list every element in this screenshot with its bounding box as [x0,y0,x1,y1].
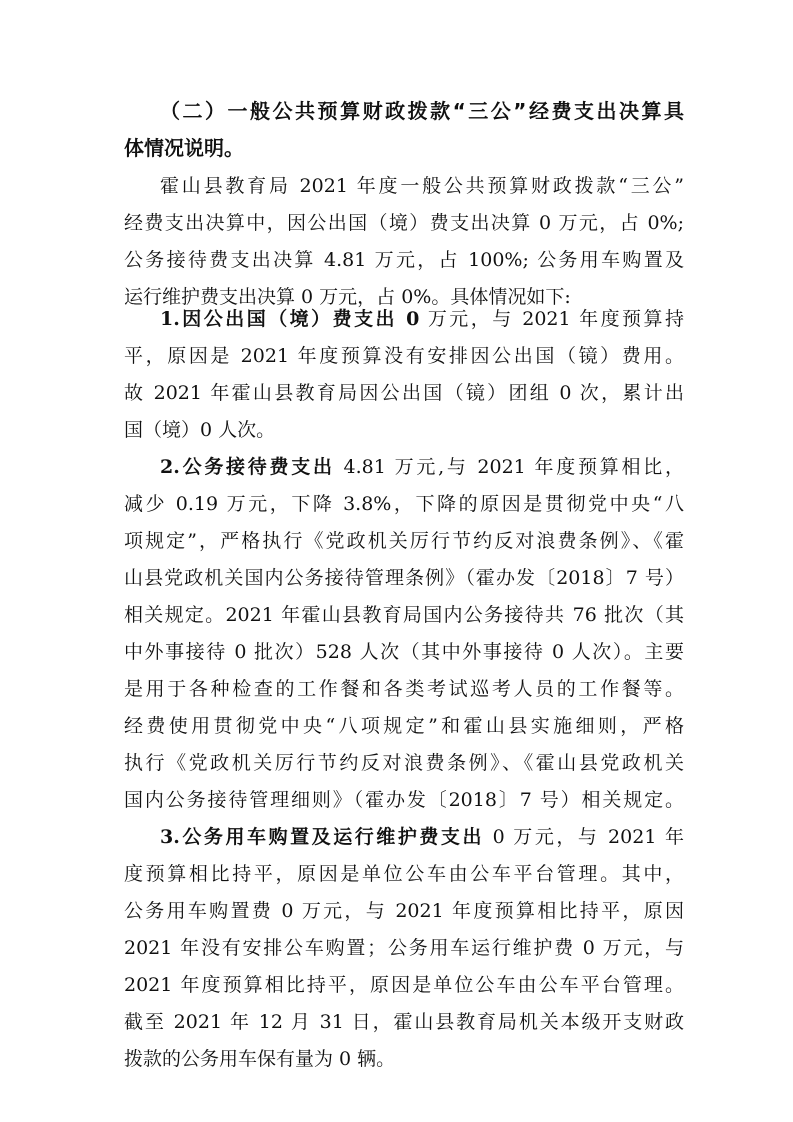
item1-first-line [160,300,684,338]
item2-line: 经费使用贯彻党中央“八项规定”和霍山县实施细则，严格 [124,715,684,737]
item2-line: 减少 0.19 万元，下降 3.8%，下降的原因是贯彻党中央“八 [124,493,684,515]
item2-line: 是用于各种检查的工作餐和各类考试巡考人员的工作餐等。 [124,678,684,700]
item3-first-line-rest: 0 万元，与 2021 年 [484,826,684,848]
item2-line: 相关规定。2021 年霍山县教育局国内公务接待共 76 批次（其 [124,604,684,626]
item2-line: 执行《党政机关厉行节约反对浪费条例》、《霍山县党政机关 [124,752,684,774]
item1-line: 国（境）0 人次。 [124,419,276,441]
item2-line: 中外事接待 0 批次）528 人次（其中外事接待 0 人次）。主要 [124,641,684,663]
item3-label: 3.公务用车购置及运行维护费支出 [160,826,485,848]
item2-label: 2.公务接待费支出 [160,456,335,478]
item1-line: 平，原因是 2021 年度预算没有安排因公出国（镜）费用。 [124,345,684,367]
item2-line: 项规定”，严格执行《党政机关厉行节约反对浪费条例》、《霍 [124,530,684,552]
item1-label: 1.因公出国（境）费支出 0 [160,308,420,330]
item3-line: 公务用车购置费 0 万元，与 2021 年度预算相比持平，原因 [124,900,684,922]
item1-first-line-rest: 万元，与 2021 年度预算持 [419,308,684,330]
item2-line: 山县党政机关国内公务接待管理条例》（霍办发〔2018〕7 号） [124,567,684,589]
item3-line: 拨款的公务用车保有量为 0 辆。 [124,1048,396,1070]
item2-line: 国内公务接待管理细则》（霍办发〔2018〕7 号）相关规定。 [124,789,684,811]
intro-line-3: 公务接待费支出决算 4.81 万元，占 100%; 公务用车购置及 [124,249,684,271]
section-heading-line-2: 体情况说明。 [124,136,244,160]
item2-first-line-rest: 4.81 万元,与 2021 年度预算相比， [334,456,684,478]
intro-line-2: 经费支出决算中，因公出国（境）费支出决算 0 万元，占 0%; [124,212,684,234]
item1-line: 故 2021 年霍山县教育局因公出国（镜）团组 0 次，累计出 [124,382,684,404]
item3-line: 2021 年度预算相比持平，原因是单位公车由公车平台管理。 [124,974,684,996]
item3-line: 度预算相比持平，原因是单位公车由公车平台管理。其中， [124,863,684,885]
intro-line-4: 运行维护费支出决算 0 万元，占 0%。具体情况如下: [124,286,571,308]
item3-line: 2021 年没有安排公车购置；公务用车运行维护费 0 万元，与 [124,937,684,959]
intro-line-1: 霍山县教育局 2021 年度一般公共预算财政拨款“三公” [160,175,684,197]
item3-first-line [160,818,684,856]
item3-line: 截至 2021 年 12 月 31 日，霍山县教育局机关本级开支财政 [124,1011,684,1033]
section-heading-line-1: （二）一般公共预算财政拨款“三公”经费支出决算具 [160,99,684,123]
item2-first-line [160,448,684,486]
